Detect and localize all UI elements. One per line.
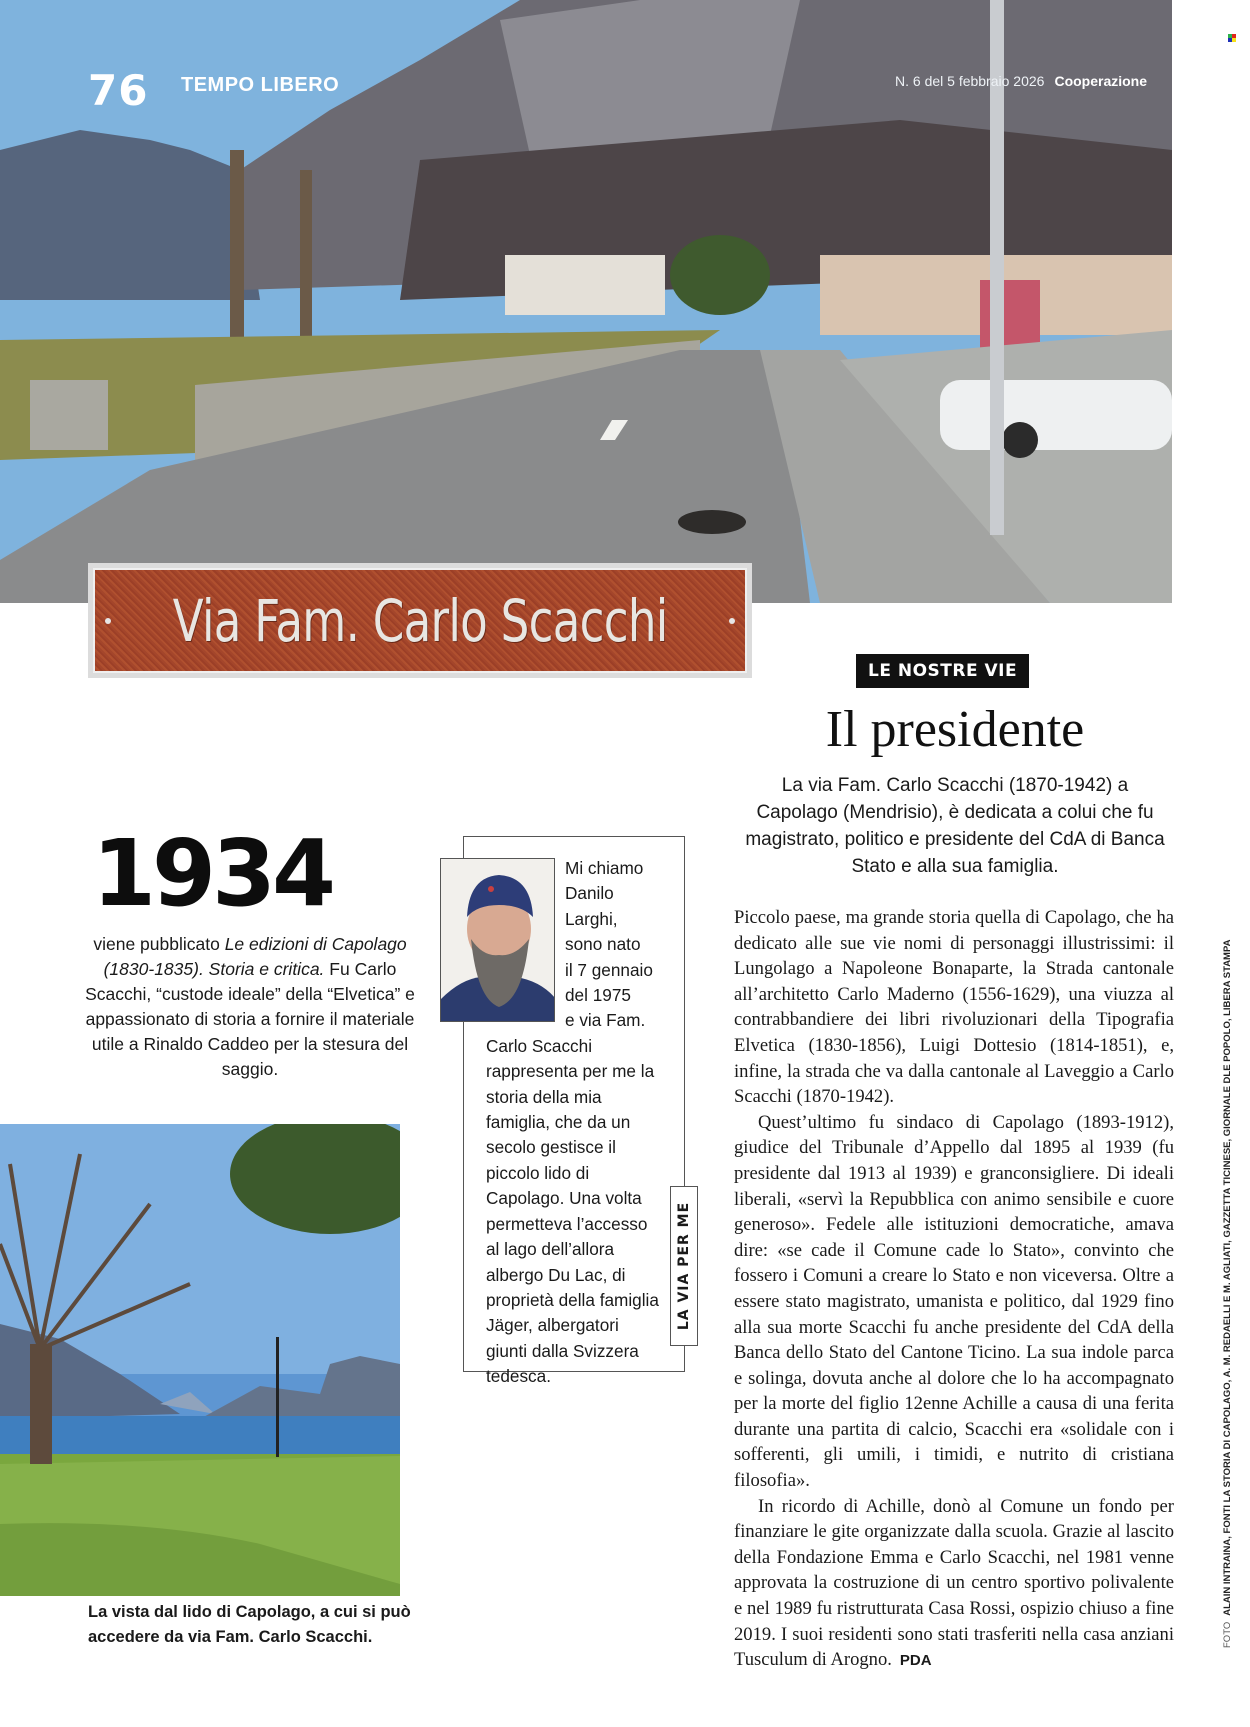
article-lead: La via Fam. Carlo Scacchi (1870-1942) a Capolago (Mendrisio), è dedicata a colui che fu magistrato, politico e presidente del CdA di Banca Stato e alla sua famiglia. (745, 775, 1165, 877)
testimonial-intro (486, 856, 682, 1034)
year-text-before: viene pubblicato (93, 934, 225, 954)
hero-photo (0, 0, 1172, 603)
intro-line: del 1975 (565, 985, 631, 1006)
lake-scene-illustration (0, 1124, 400, 1596)
intro-line: Larghi, (565, 908, 618, 929)
article-headline: Il presidente (825, 701, 1085, 758)
intro-line: Mi chiamo (565, 858, 644, 878)
lake-photo (0, 1124, 400, 1596)
color-registration-mark (1228, 34, 1236, 42)
bolt-icon (729, 618, 735, 624)
article-body (734, 905, 1174, 1674)
intro-line: e via Fam. (565, 1010, 646, 1031)
intro-line: il 7 gennaio (565, 959, 653, 980)
book-title: Le edizioni di Capolago (1830-1835). Storia e critica. (103, 934, 407, 979)
publication-name: Cooperazione (1054, 73, 1148, 89)
testimonial-label-tab (670, 1186, 698, 1346)
body-paragraph (734, 1494, 1174, 1674)
year-highlight: 1934 (92, 820, 333, 927)
photo-credits (1222, 940, 1233, 1648)
street-scene-illustration (0, 0, 1172, 603)
issue-date: N. 6 del 5 febbraio 2026 (895, 73, 1045, 89)
testimonial-body: Carlo Scacchi rappresenta per me la storia della mia famiglia, che da un secolo gestisce il piccolo lido di Capolago. Una volta permetteva l’accesso al lago dell’allora albergo Du Lac, di proprietà della famiglia Jäger, albergatori giunti dalla Svizzera tedesca. (486, 1035, 659, 1387)
page-number: 76 (88, 66, 149, 115)
body-paragraph: Quest’ultimo fu sindaco di Capolago (1893-1912), giudice del Tribunale d’Appello dal 1895 al 1939 (fu presidente dal 1913 al 1939) e granconsigliere. Di ideali liberali, «servì la Repubblica con animo sensibile e cuore generoso». Fedele alle istituzioni democratiche, amava dire: «se cade il Comune cade lo Stato», convinto che fossero i Comuni a creare lo Stato e non viceversa. Oltre a essere stato magistrato, umanista e politico, dal 1929 fino alla sua morte Scacchi fu anche presidente del CdA della Banca dello Stato del Cantone Ticino. La sua indole parca e solinga, dovuta anche al dolore che lo ha accompagnato per la morte del figlio 12enne Achille a causa di una ferita durante una partita di calcio, Scacchi era «solidale con i sofferenti, gli umili, i timidi, e nutrito di cristiana filosofia». (734, 1111, 1174, 1492)
issue-info (895, 73, 1147, 89)
article-kicker: LE NOSTRE VIE (856, 654, 1029, 688)
photo-caption: La vista dal lido di Capolago, a cui si può accedere da via Fam. Carlo Scacchi. (88, 1603, 411, 1646)
credits-text: ALAIN INTRAINA, FONTI LA STORIA DI CAPOLAGO, A. M. REDAELLI E M. AGLIATI, GAZZETTA TICINESE, GIORNALE DLE POPOLO, LIBERA STAMPA (1222, 939, 1233, 1616)
testimonial-text (486, 856, 682, 1390)
street-sign-text: Via Fam. Carlo Scacchi (172, 586, 668, 655)
intro-line: sono nato (565, 934, 641, 955)
year-description (80, 932, 420, 1082)
section-name: TEMPO LIBERO (181, 74, 340, 96)
body-paragraph: Piccolo paese, ma grande storia quella di Capolago, che ha dedicato alle sue vie nomi di personaggi illustrissimi: il Lungolago a Napoleone Bonaparte, la Strada cantonale all’architetto Carlo Maderno (1556-1629), una viuzza al contrabbandiere dei libri rivoluzionari della Tipografia Elvetica (1830-1856), Luigi Dottesio (1814-1851), e, infine, la strada che va dalla cantonale al Laveggio a Carlo Scacchi (1870-1942). (734, 907, 1174, 1108)
year-text-after: Fu Carlo Scacchi, “custode ideale” della “Elvetica” e appassionato di storia a fornire il materiale utile a Rinaldo Caddeo per la stesura del saggio. (85, 959, 415, 1079)
street-sign-plate (93, 568, 747, 673)
bolt-icon (105, 618, 111, 624)
author-signature: PDA (899, 1652, 932, 1670)
intro-line: Danilo (565, 883, 614, 904)
credits-label: FOTO (1222, 1621, 1233, 1648)
street-sign (88, 563, 752, 678)
body-paragraph-text: In ricordo di Achille, donò al Comune un fondo per finanziare le gite organizzate dalla scuola. Grazie al lascito della Fondazione Emma e Carlo Scacchi, nel 1981 venne approvata la costruzione di un centro sportivo polivalente e nel 1989 fu ristrutturata Casa Rossi, ospizio chiuso a fine 2019. I suoi residenti sono stati trasferiti nella casa anziani Tusculum di Arogno. (734, 1495, 1174, 1671)
testimonial-label: LA VIA PER ME (676, 1201, 692, 1331)
